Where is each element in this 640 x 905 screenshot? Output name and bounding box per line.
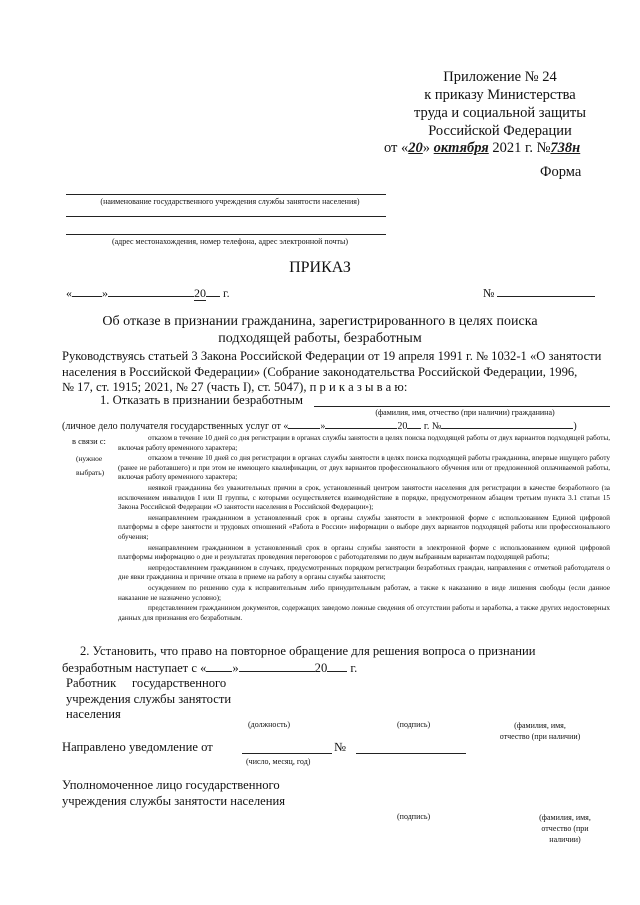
sign-caption-1: (подпись) bbox=[397, 720, 431, 729]
annex-date: от «20» октября 2021 г. №738н bbox=[384, 140, 581, 156]
annex-header bbox=[400, 68, 600, 140]
notification-date-caption: (число, месяц, год) bbox=[246, 757, 311, 766]
reasons-list bbox=[118, 434, 610, 623]
agency-extra-line bbox=[66, 216, 386, 217]
annex-order-number: 738н bbox=[550, 140, 581, 156]
item1-fio-caption: (фамилия, имя, отчество (при наличии) гражданина) bbox=[375, 408, 555, 417]
annex-ministry: труда и социальной защиты bbox=[414, 105, 586, 121]
notification-label: Направлено уведомление от bbox=[62, 740, 213, 754]
name-caption-2: (фамилия, имя, отчество (при наличии) bbox=[539, 813, 591, 844]
worker-block: Работник государственного учреждения службы занятости населения bbox=[66, 676, 232, 722]
position-caption: (должность) bbox=[248, 720, 290, 729]
name-caption-1: (фамилия, имя, отчество (при наличии) bbox=[499, 721, 581, 741]
notification-date-line bbox=[242, 753, 332, 754]
item2-line2: безработным наступает с « » 20 г. bbox=[62, 661, 358, 675]
notification-number-line bbox=[356, 753, 466, 754]
agency-address-line bbox=[66, 234, 386, 235]
annex-number: Приложение № 24 bbox=[443, 69, 557, 85]
item1-text: 1. Отказать в признании безработным bbox=[100, 393, 303, 407]
reason-item: неявкой гражданина без уважительных причин в срок, установленный центром занятости населения для регистрации в качестве безработного (за исключением инвалидов I или II группы, с которыми осуществляется взаимодействие в порядке, предусмотренном абзацем третьим пункта 3.1 статьи 15 Закона Российской Федерации «О занятости населения в Российской Федерации»); bbox=[118, 483, 610, 512]
item1-file-line: (личное дело получателя государственных услуг от « » 20 г. № ) bbox=[62, 421, 577, 432]
form-label: Форма bbox=[540, 164, 582, 180]
reason-item: непредоставлением гражданином в случаях, предусмотренных порядком регистрации безработных граждан, направления с отметкой работодателя о дне явки гражданина и причине отказа в приеме на работу в органы службы занятости; bbox=[118, 563, 610, 582]
due-to-label: в связи с: bbox=[72, 436, 106, 446]
annex-ref: к приказу Министерства bbox=[424, 87, 576, 103]
order-title: ПРИКАЗ bbox=[289, 259, 351, 276]
sign-caption-2: (подпись) bbox=[397, 812, 431, 821]
order-number: № bbox=[483, 286, 595, 301]
agency-name-line bbox=[66, 194, 386, 195]
reason-item: представлением гражданином документов, содержащих заведомо ложные сведения об отсутствии работы и заработка, а также других недостоверных данных для признания его безработным. bbox=[118, 604, 610, 622]
item2-line1: 2. Установить, что право на повторное обращение для решения вопроса о признании bbox=[80, 644, 536, 658]
annex-month: октября bbox=[433, 140, 489, 156]
annex-country: Российской Федерации bbox=[428, 123, 572, 139]
preamble: Руководствуясь статьей 3 Закона Российской Федерации от 19 апреля 1991 г. № 1032-1 «О занятости населения в Российской Федерации» (Собрание законодательства Российской Федерации, 1996, № 17, ст. 1915; 2021, № 27 (часть I), ст. 5047), п р и к а з ы в а ю: bbox=[62, 349, 602, 394]
authorized-block: Уполномоченное лицо государственного учреждения службы занятости населения bbox=[62, 778, 286, 808]
reason-item: осуждением по решению суда к исправительным либо принудительным работам, а также к наказанию в виде лишения свободы (если данное наказание не назначено условно); bbox=[118, 583, 610, 602]
choose-note: (нужное выбрать) bbox=[76, 454, 105, 477]
notification-number-label: № bbox=[334, 740, 347, 754]
agency-address-caption: (адрес местонахождения, номер телефона, адрес электронной почты) bbox=[111, 237, 349, 246]
reason-item: отказом в течение 10 дней со дня регистрации в органах службы занятости в целях поиска подходящей работы гражданина, впервые ищущего работу (ранее не работавшего) и при этом не имеющего квалификации, от двух вариантов профессионального обучения или от предложенной оплачиваемой работы, включая работу временного характера; bbox=[118, 454, 610, 482]
reason-item: ненаправлением гражданином в установленный срок в органы службы занятости в электронной форме с использованием единой цифровой платформы информацию о дне и результатах проведения переговоров с работодателями по двум выбранным вариантам подходящей работы; bbox=[118, 543, 610, 562]
order-heading: Об отказе в признании гражданина, зарегистрированного в целях поиска подходящей работы, безработным bbox=[102, 314, 538, 346]
reason-item: отказом в течение 10 дней со дня регистрации в органах службы занятости в целях поиска подходящей работы от двух вариантов подходящей работы, включая работу временного характера; bbox=[118, 434, 610, 452]
item1-fio-line bbox=[314, 406, 610, 407]
agency-name-caption: (наименование государственного учреждения службы занятости населения) bbox=[100, 197, 360, 206]
reason-item: ненаправлением гражданином в установленный срок в органы службы занятости в электронной форме с использованием Единой цифровой платформы в сфере занятости и трудовых отношений «Работа в России» информации о выборе двух вариантов подходящей работы или профессионального обучения; bbox=[118, 513, 610, 541]
order-date: « » 20 г. bbox=[66, 286, 230, 300]
annex-day: 20 bbox=[408, 140, 423, 156]
